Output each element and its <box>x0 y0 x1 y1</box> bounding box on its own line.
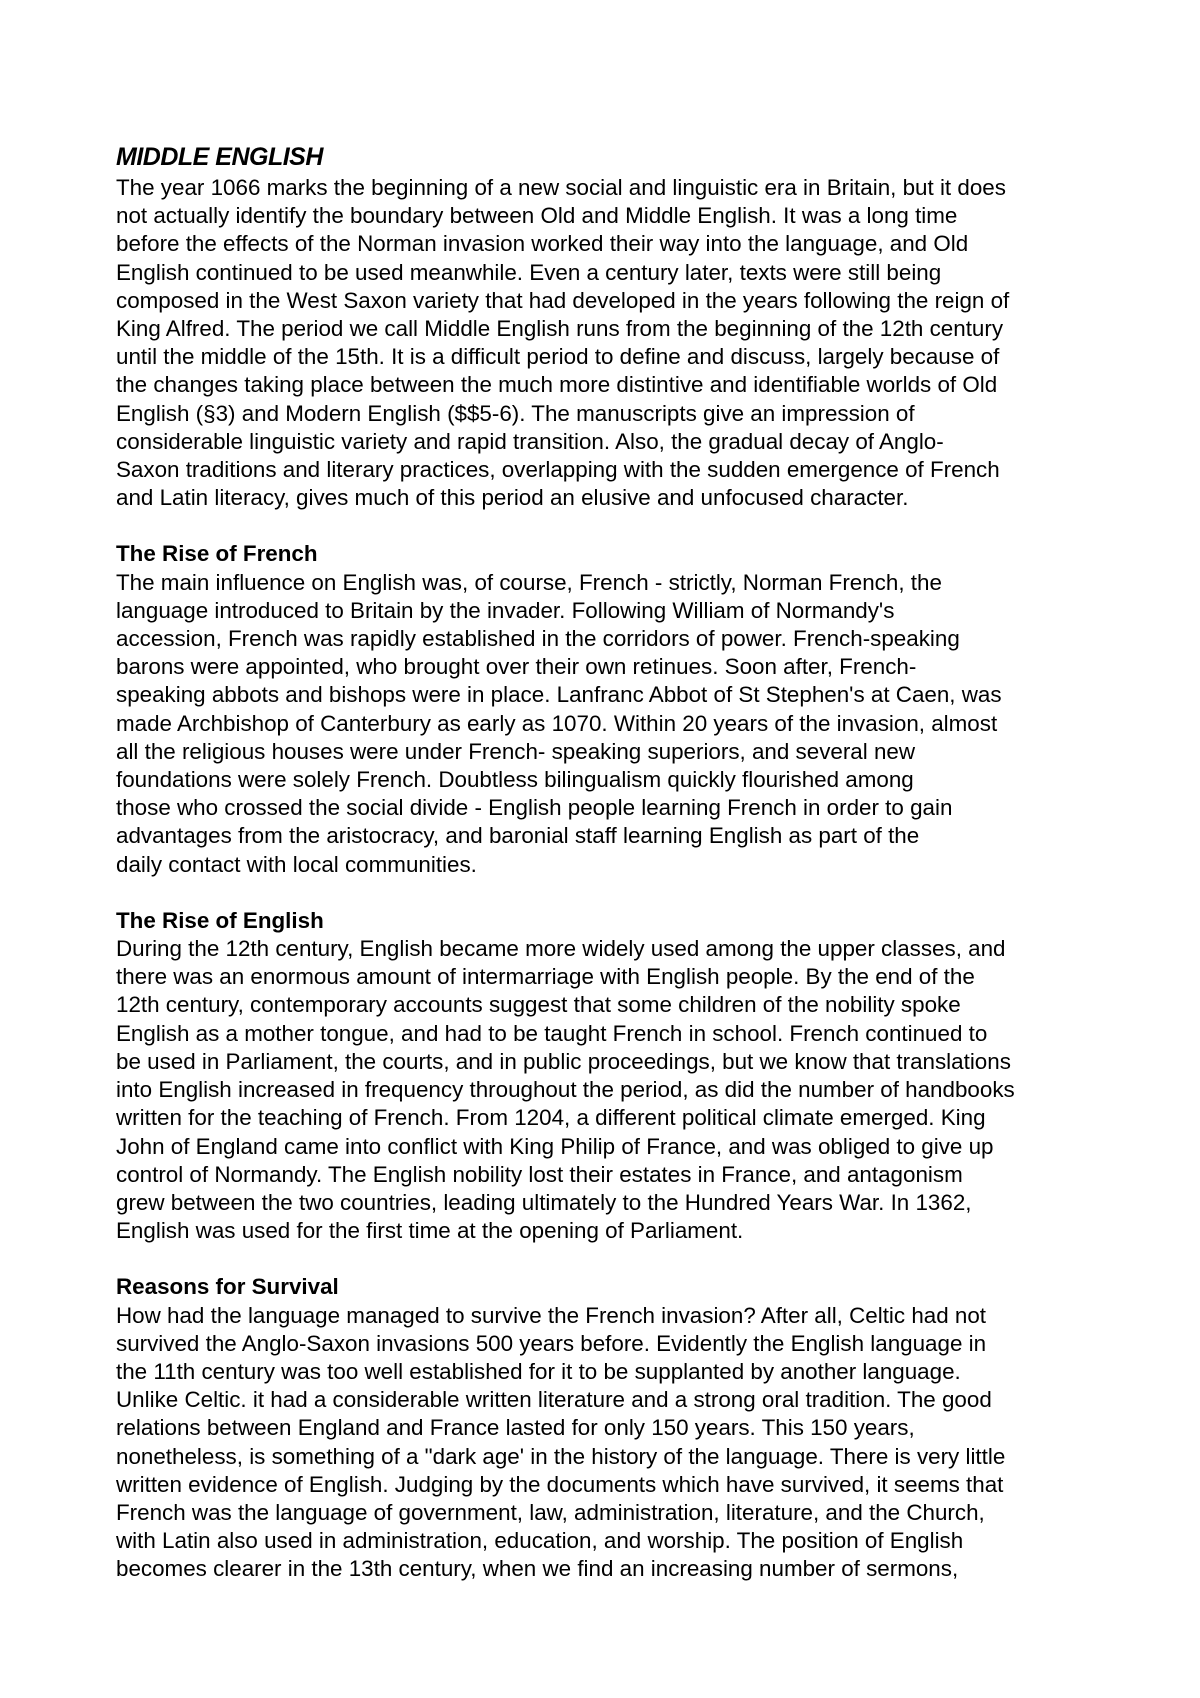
text-line: composed in the West Saxon variety that had developed in the years following the reign of <box>116 287 1010 313</box>
text-line: daily contact with local communities. <box>116 851 477 877</box>
text-line: English was used for the first time at the opening of Parliament. <box>116 1218 744 1244</box>
text-line: accession, French was rapidly established in the corridors of power. French-speaking <box>116 626 960 652</box>
text-line: be used in Parliament, the courts, and in public proceedings, but we know that translations <box>116 1048 1011 1074</box>
text-line: considerable linguistic variety and rapid transition. Also, the gradual decay of Anglo- <box>116 428 944 454</box>
text-line: French was the language of government, law, administration, literature, and the Church, <box>116 1499 985 1525</box>
text-line: English as a mother tongue, and had to be taught French in school. French continued to <box>116 1020 988 1046</box>
paragraph <box>116 1302 1096 1584</box>
section-1 <box>116 174 1096 512</box>
section-2 <box>116 540 1096 878</box>
text-line: into English increased in frequency throughout the period, as did the number of handbooks <box>116 1077 1015 1103</box>
text-line: advantages from the aristocracy, and baronial staff learning English as part of the <box>116 823 920 849</box>
section-heading: The Rise of English <box>116 907 324 933</box>
text-line: all the religious houses were under French- speaking superiors, and several new <box>116 738 916 764</box>
document-body <box>116 174 1096 1584</box>
text-line: with Latin also used in administration, education, and worship. The position of English <box>116 1528 964 1554</box>
text-line: John of England came into conflict with King Philip of France, and was obliged to give up <box>116 1133 994 1159</box>
text-line: control of Normandy. The English nobility lost their estates in France, and antagonism <box>116 1161 963 1187</box>
text-line: English (§3) and Modern English ($$5-6). The manuscripts give an impression of <box>116 400 915 426</box>
section-heading: The Rise of French <box>116 541 318 567</box>
text-line: nonetheless, is something of a "dark age' in the history of the language. There is very little <box>116 1443 1006 1469</box>
text-line: the 11th century was too well established for it to be supplanted by another language. <box>116 1358 961 1384</box>
paragraph <box>116 935 1096 1245</box>
text-line: grew between the two countries, leading ultimately to the Hundred Years War. In 1362, <box>116 1189 972 1215</box>
text-line: The year 1066 marks the beginning of a new social and linguistic era in Britain, but it does <box>116 175 1006 200</box>
text-line: written for the teaching of French. From 1204, a different political climate emerged. King <box>116 1105 986 1131</box>
document-page <box>116 140 1096 1612</box>
text-line: those who crossed the social divide - English people learning French in order to gain <box>116 795 953 821</box>
paragraph <box>116 569 1096 879</box>
section-4 <box>116 1273 1096 1583</box>
text-line: barons were appointed, who brought over their own retinues. Soon after, French- <box>116 654 917 680</box>
text-line: survived the Anglo-Saxon invasions 500 years before. Evidently the English language in <box>116 1330 987 1356</box>
paragraph <box>116 174 1096 512</box>
text-line: the changes taking place between the much more distintive and identifiable worlds of Old <box>116 372 998 398</box>
text-line: Saxon traditions and literary practices, overlapping with the sudden emergence of French <box>116 457 1000 483</box>
section-3 <box>116 907 1096 1245</box>
text-line: there was an enormous amount of intermarriage with English people. By the end of the <box>116 964 975 990</box>
page-title: MIDDLE ENGLISH <box>116 143 323 171</box>
section-heading: Reasons for Survival <box>116 1274 339 1300</box>
text-line: foundations were solely French. Doubtless bilingualism quickly flourished among <box>116 767 914 793</box>
text-line: Unlike Celtic. it had a considerable written literature and a strong oral tradition. The good <box>116 1387 992 1413</box>
text-line: During the 12th century, English became more widely used among the upper classes, and <box>116 936 1006 962</box>
text-line: until the middle of the 15th. It is a difficult period to define and discuss, largely because of <box>116 344 1000 370</box>
text-line: King Alfred. The period we call Middle English runs from the beginning of the 12th century <box>116 316 1004 342</box>
text-line: 12th century, contemporary accounts suggest that some children of the nobility spoke <box>116 992 961 1018</box>
text-line: The main influence on English was, of course, French - strictly, Norman French, the <box>116 569 942 595</box>
text-line: written evidence of English. Judging by the documents which have survived, it seems that <box>116 1471 1004 1497</box>
text-line: English continued to be used meanwhile. Even a century later, texts were still being <box>116 259 942 285</box>
text-line: How had the language managed to survive the French invasion? After all, Celtic had not <box>116 1302 987 1328</box>
text-line: speaking abbots and bishops were in place. Lanfranc Abbot of St Stephen's at Caen, was <box>116 682 1002 708</box>
text-line: and Latin literacy, gives much of this period an elusive and unfocused character. <box>116 485 909 511</box>
text-line: becomes clearer in the 13th century, when we find an increasing number of sermons, <box>116 1556 959 1582</box>
text-line: not actually identify the boundary between Old and Middle English. It was a long time <box>116 203 958 229</box>
text-line: language introduced to Britain by the invader. Following William of Normandy's <box>116 597 895 623</box>
text-line: relations between England and France lasted for only 150 years. This 150 years, <box>116 1415 915 1441</box>
text-line: before the effects of the Norman invasion worked their way into the language, and Old <box>116 231 969 257</box>
text-line: made Archbishop of Canterbury as early as 1070. Within 20 years of the invasion, almost <box>116 710 998 736</box>
